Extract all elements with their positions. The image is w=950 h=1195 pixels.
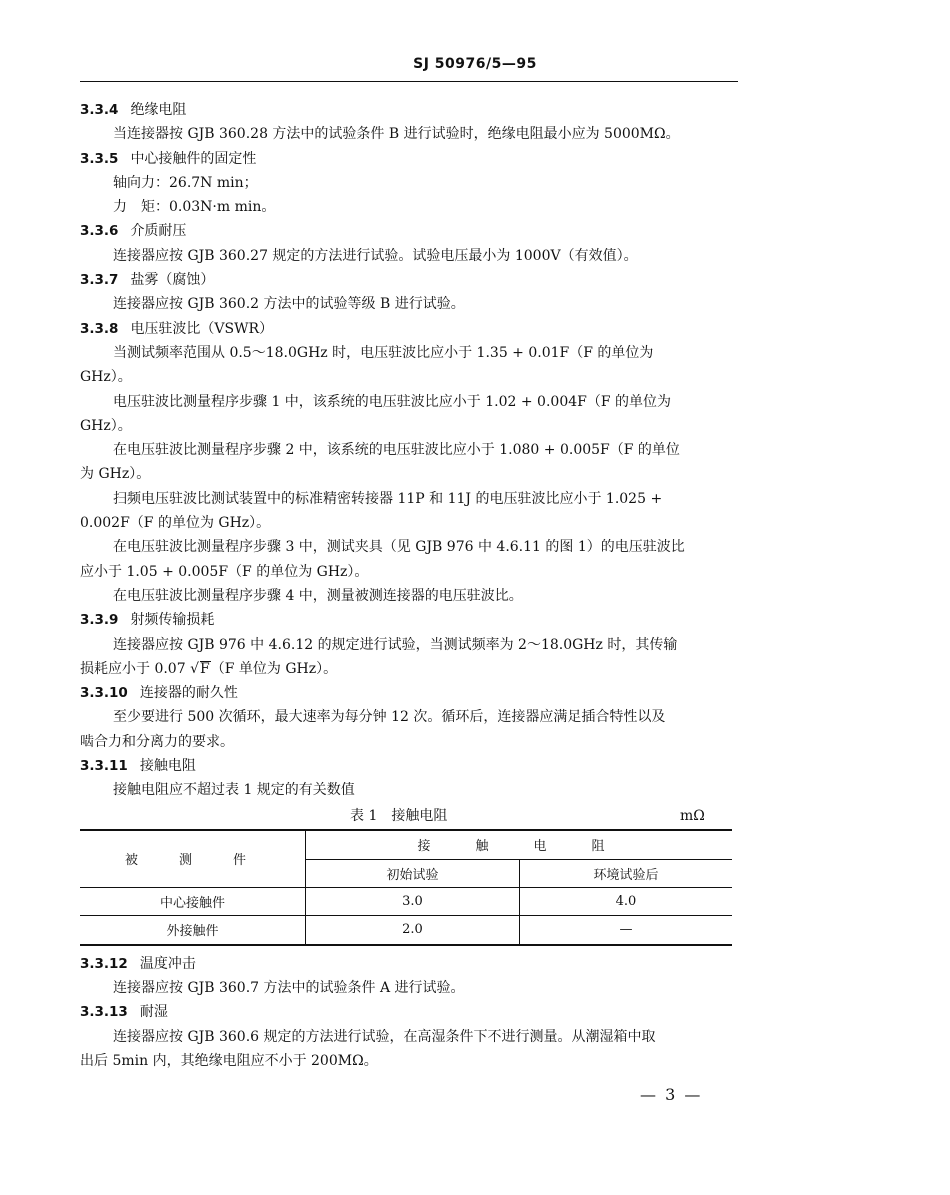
paragraph-line: 轴向力：26.7N min；	[113, 174, 258, 191]
paragraph-line: 连接器应按 GJB 360.2 方法中的试验等级 B 进行试验。	[113, 296, 465, 313]
section-number: 3.3.9	[80, 612, 119, 629]
contact-resistance-table	[80, 829, 732, 946]
page-content	[80, 98, 740, 1073]
section-heading	[80, 754, 740, 778]
table-row	[80, 887, 732, 915]
section-heading	[80, 681, 740, 705]
section-title: 电压驻波比（VSWR）	[130, 320, 274, 337]
paragraph-line: 为 GHz）。	[80, 466, 151, 483]
section-heading	[80, 317, 740, 341]
section-heading	[80, 1000, 740, 1024]
paragraph-line: 连接器应按 GJB 360.7 方法中的试验条件 A 进行试验。	[113, 979, 465, 996]
section-title: 连接器的耐久性	[139, 685, 238, 702]
section-number: 3.3.6	[80, 223, 119, 240]
section-number: 3.3.4	[80, 102, 119, 118]
paragraph-line: 应小于 1.05 + 0.005F（F 的单位为 GHz）。	[80, 563, 369, 580]
section-heading	[80, 219, 740, 243]
text-fragment: （F 单位为 GHz）。	[210, 660, 338, 677]
text-fragment: 损耗应小于 0.07	[80, 660, 191, 677]
paragraph-line: 至少要进行 500 次循环，最大速率为每分钟 12 次。循环后，连接器应满足插合特性以及	[113, 709, 666, 726]
header-contact-resistance: 接 触 电 阻	[306, 830, 733, 860]
section-number: 3.3.10	[80, 685, 128, 702]
section-heading	[80, 268, 740, 292]
section-title: 耐湿	[139, 1004, 168, 1021]
cell-part: 中心接触件	[80, 887, 306, 915]
paragraph-line-with-root	[80, 657, 740, 681]
paragraph-line: 啮合力和分离力的要求。	[80, 733, 234, 750]
section-number: 3.3.5	[80, 150, 119, 167]
table-caption-row	[80, 803, 740, 829]
paragraph-line: 当测试频率范围从 0.5～18.0GHz 时，电压驻波比应小于 1.35 + 0.01F（F 的单位为	[113, 344, 654, 361]
section-heading	[80, 147, 740, 171]
section-number: 3.3.13	[80, 1004, 128, 1021]
section-title: 接触电阻	[139, 758, 196, 775]
section-title: 射频传输损耗	[130, 612, 215, 629]
paragraph-line: 力 矩：0.03N·m min。	[113, 199, 276, 216]
paragraph-line: 0.002F（F 的单位为 GHz）。	[80, 515, 271, 532]
section-title: 盐雾（腐蚀）	[130, 272, 215, 289]
section-number: 3.3.7	[80, 272, 119, 289]
table-caption: 表 1 接触电阻	[350, 807, 448, 824]
section-title: 绝缘电阻	[130, 102, 187, 118]
section-number: 3.3.11	[80, 758, 128, 775]
paragraph-line: 连接器应按 GJB 360.27 规定的方法进行试验。试验电压最小为 1000V（有效值）。	[113, 247, 638, 264]
table-1	[80, 829, 732, 946]
paragraph-line: 扫频电压驻波比测试装置中的标准精密转接器 11P 和 11J 的电压驻波比应小于 1.025 +	[113, 490, 663, 507]
table-unit: mΩ	[680, 807, 705, 824]
header-initial-test: 初始试验	[306, 859, 520, 887]
section-heading	[80, 98, 740, 122]
page-number: — 3 —	[640, 1085, 703, 1104]
paragraph-line: 在电压驻波比测量程序步骤 3 中，测试夹具（见 GJB 976 中 4.6.11 的图 1）的电压驻波比	[113, 539, 685, 556]
paragraph-line: GHz）。	[80, 417, 132, 434]
paragraph-line: 接触电阻应不超过表 1 规定的有关数值	[113, 782, 355, 799]
paragraph-line: 出后 5min 内，其绝缘电阻应不小于 200MΩ。	[80, 1052, 378, 1069]
square-root-sign: √	[190, 660, 199, 677]
paragraph-line: 在电压驻波比测量程序步骤 4 中，测量被测连接器的电压驻波比。	[113, 587, 523, 604]
cell-after: —	[520, 915, 733, 945]
square-root-radicand: F	[200, 660, 210, 677]
section-title: 中心接触件的固定性	[130, 150, 257, 167]
header-after-environment-test: 环境试验后	[520, 859, 733, 887]
paragraph-line: 当连接器按 GJB 360.28 方法中的试验条件 B 进行试验时，绝缘电阻最小应为 5000MΩ。	[113, 126, 680, 143]
section-heading	[80, 608, 740, 632]
header-tested-part: 被 测 件	[80, 830, 306, 888]
paragraph-line: 在电压驻波比测量程序步骤 2 中，该系统的电压驻波比应小于 1.080 + 0.005F（F 的单位	[113, 442, 680, 459]
page-header: SJ 50976/5—95	[413, 56, 537, 72]
section-number: 3.3.12	[80, 955, 128, 972]
section-number: 3.3.8	[80, 320, 119, 337]
section-title: 介质耐压	[130, 223, 187, 240]
section-title: 温度冲击	[139, 955, 196, 972]
cell-part: 外接触件	[80, 915, 306, 945]
cell-after: 4.0	[520, 887, 733, 915]
paragraph-line: GHz）。	[80, 369, 132, 386]
header-rule	[80, 81, 738, 82]
paragraph-line: 连接器应按 GJB 360.6 规定的方法进行试验，在高湿条件下不进行测量。从潮湿箱中取	[113, 1028, 656, 1045]
paragraph-line: 连接器应按 GJB 976 中 4.6.12 的规定进行试验，当测试频率为 2～18.0GHz 时，其传输	[113, 636, 678, 653]
table-row	[80, 915, 732, 945]
cell-initial: 3.0	[306, 887, 520, 915]
paragraph-line: 电压驻波比测量程序步骤 1 中，该系统的电压驻波比应小于 1.02 + 0.004F（F 的单位为	[113, 393, 672, 410]
section-heading	[80, 952, 740, 976]
cell-initial: 2.0	[306, 915, 520, 945]
